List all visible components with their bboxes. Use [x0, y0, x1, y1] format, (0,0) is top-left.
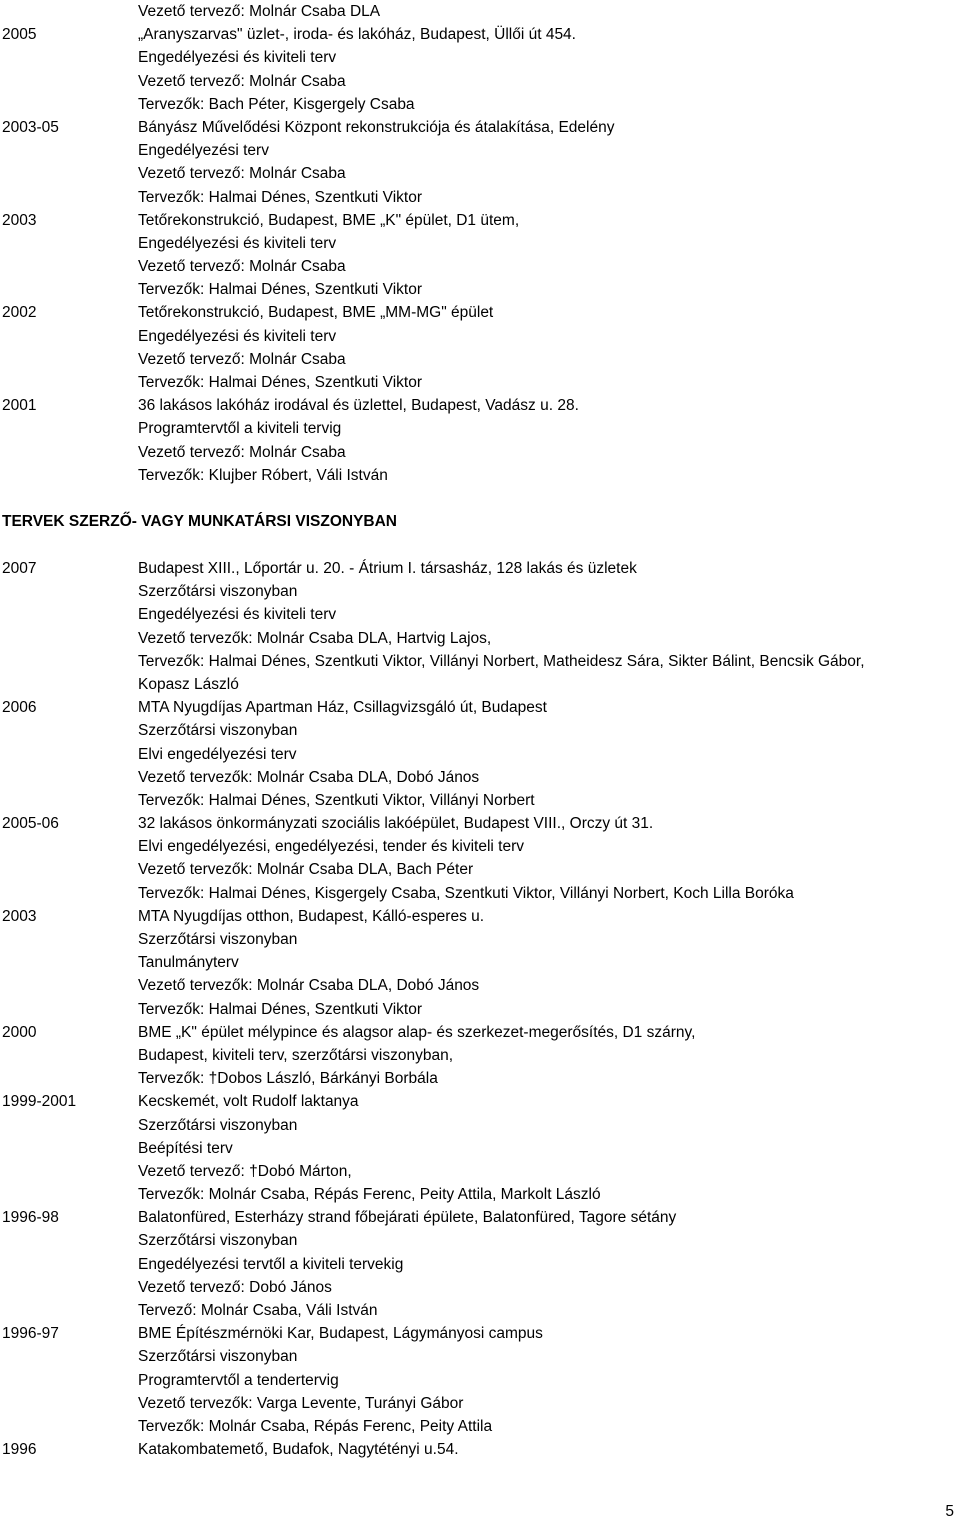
- entry-title: Tetőrekonstrukció, Budapest, BME „MM-MG" épület: [138, 304, 494, 322]
- entry-detail: Vezető tervezők: Molnár Csaba DLA, Bach Péter: [138, 861, 474, 879]
- entry-year: 2005-06: [2, 815, 59, 833]
- entry-line: [2, 1438, 952, 1461]
- entry-line: [2, 278, 952, 301]
- entry-detail: Elvi engedélyezési terv: [138, 745, 297, 763]
- entry-year: 2005: [2, 26, 37, 44]
- entry-title: MTA Nyugdíjas otthon, Budapest, Kálló-esperes u.: [138, 907, 485, 925]
- entry-line: [2, 1090, 952, 1113]
- entry-line: [2, 858, 952, 881]
- entry-title: Vezető tervező: Molnár Csaba DLA: [138, 3, 381, 20]
- entry-line: [2, 789, 952, 812]
- entry-line: [2, 905, 952, 928]
- entry-year: 2003: [2, 907, 37, 925]
- entry-line: [2, 1137, 952, 1160]
- entry-line: [2, 0, 952, 23]
- entry-detail: Tervezők: Molnár Csaba, Répás Ferenc, Peity Attila, Markolt László: [138, 1186, 601, 1204]
- entry-line: [2, 116, 952, 139]
- entry-year: 2000: [2, 1023, 37, 1041]
- entry-detail: Szerzőtársi viszonyban: [138, 1348, 298, 1366]
- entry-year: 2003-05: [2, 118, 59, 136]
- entry-line: [2, 232, 952, 255]
- entry-detail: Tervezők: Klujber Róbert, Váli István: [138, 466, 388, 484]
- entry-title: 36 lakásos lakóház irodával és üzlettel, Budapest, Vadász u. 28.: [138, 397, 579, 415]
- entry-detail: Tervezők: Halmai Dénes, Szentkuti Viktor: [138, 1000, 422, 1018]
- entry-line: [2, 1299, 952, 1322]
- entry-line: [2, 998, 952, 1021]
- entry-detail: Engedélyezési és kiviteli terv: [138, 49, 337, 67]
- entry-line: [2, 928, 952, 951]
- entry-detail: Tervezők: Halmai Dénes, Szentkuti Viktor: [138, 188, 422, 206]
- entry-detail: Engedélyezési tervtől a kiviteli tervekig: [138, 1255, 404, 1273]
- entry-line: [2, 46, 952, 69]
- entry-detail: Budapest, kiviteli terv, szerzőtársi viszonyban,: [138, 1046, 454, 1064]
- entry-detail: Vezető tervező: Molnár Csaba: [138, 258, 346, 276]
- entry-detail: Programtervtől a tendertervig: [138, 1371, 339, 1389]
- entry-detail: Kopasz László: [138, 675, 239, 693]
- entry-title: Kecskemét, volt Rudolf laktanya: [138, 1093, 359, 1111]
- entry-title: Katakombatemető, Budafok, Nagytétényi u.54.: [138, 1441, 459, 1459]
- entry-detail: Engedélyezési és kiviteli terv: [138, 606, 337, 624]
- entry-detail: Vezető tervező: †Dobó Márton,: [138, 1162, 352, 1180]
- projects-list-coauthor: [2, 557, 952, 1461]
- entry-detail: Tervezők: Halmai Dénes, Szentkuti Viktor: [138, 281, 422, 299]
- entry-title: 32 lakásos önkormányzati szociális lakóépület, Budapest VIII., Orczy út 31.: [138, 815, 654, 833]
- entry-line: [2, 441, 952, 464]
- entry-detail: Vezető tervezők: Varga Levente, Turányi Gábor: [138, 1394, 464, 1412]
- entry-detail: Vezető tervezők: Molnár Csaba DLA, Hartvig Lajos,: [138, 629, 492, 647]
- entry-year: 2001: [2, 397, 37, 415]
- entry-line: [2, 1253, 952, 1276]
- entry-line: [2, 417, 952, 440]
- entry-line: [2, 325, 952, 348]
- entry-detail: Engedélyezési és kiviteli terv: [138, 327, 337, 345]
- entry-line: [2, 1322, 952, 1345]
- entry-title: BME „K" épület mélypince és alagsor alap- és szerkezet-megerősítés, D1 szárny,: [138, 1023, 696, 1041]
- entry-title: „Aranyszarvas" üzlet-, iroda- és lakóház, Budapest, Üllői út 454.: [138, 26, 576, 44]
- entry-line: [2, 650, 952, 673]
- entry-line: [2, 974, 952, 997]
- entry-title: MTA Nyugdíjas Apartman Ház, Csillagvizsgáló út, Budapest: [138, 699, 547, 717]
- entry-year: 2007: [2, 560, 37, 577]
- entry-detail: Tervezők: Bach Péter, Kisgergely Csaba: [138, 95, 415, 113]
- entry-title: Tetőrekonstrukció, Budapest, BME „K" épület, D1 ütem,: [138, 211, 520, 229]
- entry-detail: Vezető tervezők: Molnár Csaba DLA, Dobó János: [138, 768, 480, 786]
- entry-line: [2, 209, 952, 232]
- entry-line: [2, 1415, 952, 1438]
- entry-detail: Tervezők: Molnár Csaba, Répás Ferenc, Peity Attila: [138, 1417, 493, 1435]
- entry-detail: Vezető tervező: Molnár Csaba: [138, 350, 346, 368]
- entry-detail: Szerzőtársi viszonyban: [138, 1116, 298, 1134]
- entry-line: [2, 371, 952, 394]
- entry-line: [2, 835, 952, 858]
- entry-detail: Tervezők: Halmai Dénes, Szentkuti Viktor: [138, 374, 422, 391]
- entry-detail: Tervezők: †Dobos László, Bárkányi Borbála: [138, 1070, 438, 1088]
- entry-line: [2, 1183, 952, 1206]
- entry-line: [2, 603, 952, 626]
- entry-detail: Beépítési terv: [138, 1139, 233, 1157]
- entry-title: Bányász Művelődési Központ rekonstrukciója és átalakítása, Edelény: [138, 118, 615, 136]
- entry-line: [2, 1160, 952, 1183]
- entry-detail: Tervezők: Halmai Dénes, Szentkuti Viktor, Villányi Norbert: [138, 791, 535, 809]
- entry-detail: Tervezők: Halmai Dénes, Szentkuti Viktor, Villányi Norbert, Matheidesz Sára, Sikter Bálint, Bencsik Gábor,: [138, 652, 865, 670]
- entry-detail: Vezető tervező: Molnár Csaba: [138, 72, 346, 90]
- page-number: 5: [945, 1503, 954, 1520]
- entry-line: [2, 1392, 952, 1415]
- entry-year: 1996: [2, 1441, 37, 1459]
- entry-line: [2, 70, 952, 93]
- entry-line: [2, 1276, 952, 1299]
- entry-line: [2, 301, 952, 324]
- entry-line: [2, 1345, 952, 1368]
- entry-detail: Vezető tervezők: Molnár Csaba DLA, Dobó János: [138, 977, 480, 995]
- entry-line: [2, 394, 952, 417]
- entry-detail: Programtervtől a kiviteli tervig: [138, 420, 342, 438]
- entry-line: [2, 673, 952, 696]
- entry-detail: Elvi engedélyezési, engedélyezési, tender és kiviteli terv: [138, 838, 524, 856]
- entry-line: [2, 348, 952, 371]
- entry-detail: Tanulmányterv: [138, 954, 239, 972]
- entry-line: [2, 696, 952, 719]
- entry-detail: Szerzőtársi viszonyban: [138, 722, 298, 740]
- entry-line: [2, 627, 952, 650]
- entry-line: [2, 1021, 952, 1044]
- entry-year: 1999-2001: [2, 1093, 77, 1111]
- section-heading: TERVEK SZERZŐ- VAGY MUNKATÁRSI VISZONYBAN: [2, 513, 397, 530]
- entry-line: [2, 139, 952, 162]
- entry-line: [2, 766, 952, 789]
- entry-detail: Vezető tervező: Molnár Csaba: [138, 443, 346, 461]
- entry-year: 2002: [2, 304, 37, 322]
- entry-year: 2006: [2, 699, 37, 717]
- entry-line: [2, 1369, 952, 1392]
- entry-line: [2, 812, 952, 835]
- entry-detail: Szerzőtársi viszonyban: [138, 931, 298, 948]
- entry-line: [2, 1044, 952, 1067]
- entry-line: [2, 186, 952, 209]
- entry-year: 1996-97: [2, 1325, 59, 1343]
- entry-detail: Szerzőtársi viszonyban: [138, 1232, 298, 1250]
- entry-line: [2, 255, 952, 278]
- entry-detail: Tervező: Molnár Csaba, Váli István: [138, 1302, 378, 1319]
- entry-line: [2, 1206, 952, 1229]
- entry-line: [2, 93, 952, 116]
- entry-detail: Engedélyezési terv: [138, 142, 269, 160]
- entry-line: [2, 464, 952, 487]
- entry-line: [2, 1229, 952, 1252]
- entry-detail: Vezető tervező: Molnár Csaba: [138, 165, 346, 183]
- entry-year: 1996-98: [2, 1209, 59, 1227]
- entry-line: [2, 580, 952, 603]
- entry-line: [2, 951, 952, 974]
- entry-title: BME Építészmérnöki Kar, Budapest, Lágymányosi campus: [138, 1325, 543, 1343]
- entry-line: [2, 1067, 952, 1090]
- entry-line: [2, 162, 952, 185]
- entry-line: [2, 882, 952, 905]
- entry-detail: Engedélyezési és kiviteli terv: [138, 234, 337, 252]
- entry-year: 2003: [2, 211, 37, 229]
- entry-line: [2, 743, 952, 766]
- entry-line: [2, 1114, 952, 1137]
- entry-line: [2, 557, 952, 580]
- entry-line: [2, 719, 952, 742]
- entry-detail: Vezető tervező: Dobó János: [138, 1278, 332, 1296]
- entry-title: Balatonfüred, Esterházy strand főbejárati épülete, Balatonfüred, Tagore sétány: [138, 1209, 677, 1227]
- entry-detail: Tervezők: Halmai Dénes, Kisgergely Csaba, Szentkuti Viktor, Villányi Norbert, Koch Lilla Boróka: [138, 884, 794, 902]
- projects-list-primary: [2, 0, 952, 487]
- entry-title: Budapest XIII., Lőportár u. 20. - Átrium I. társasház, 128 lakás és üzletek: [138, 560, 637, 577]
- entry-line: [2, 23, 952, 46]
- entry-detail: Szerzőtársi viszonyban: [138, 583, 298, 601]
